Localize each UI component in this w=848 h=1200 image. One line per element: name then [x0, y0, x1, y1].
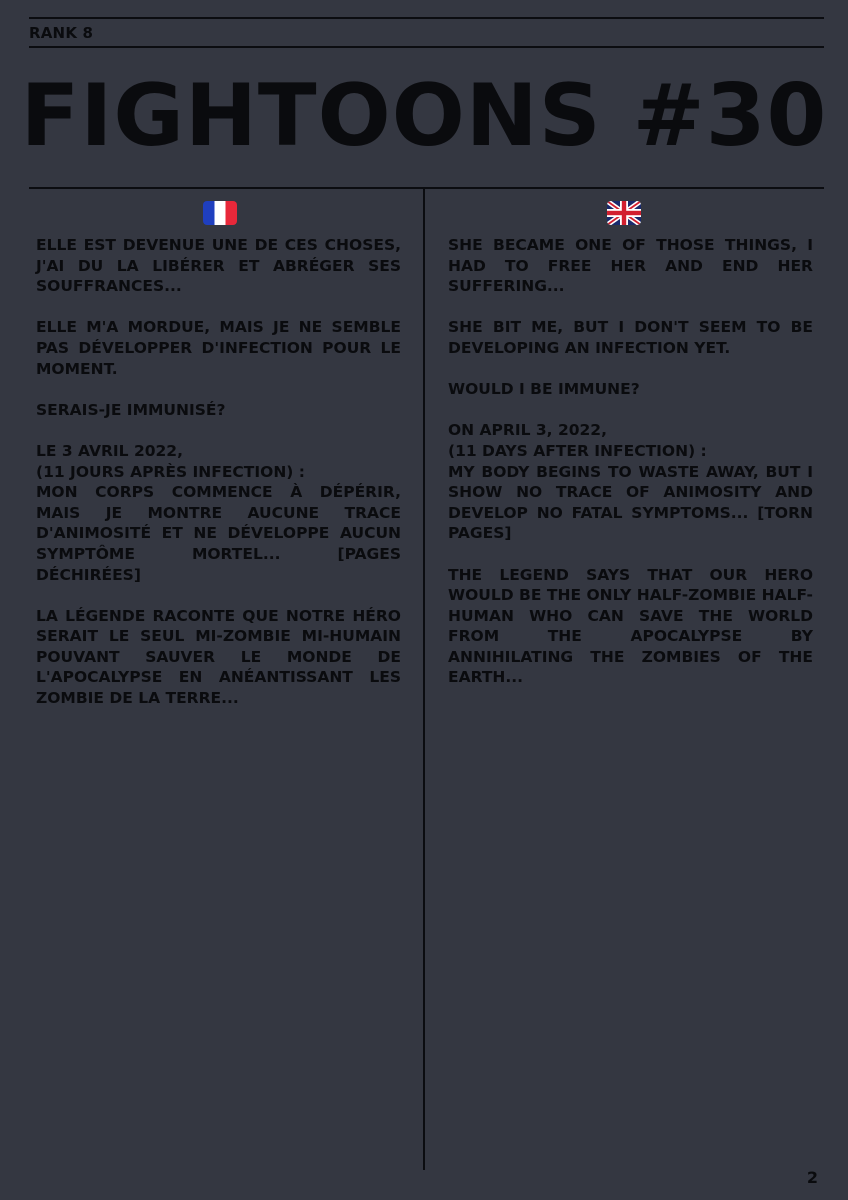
en-paragraph-6: THE LEGEND SAYS THAT OUR HERO WOULD BE THE ONLY HALF-ZOMBIE HALF-HUMAN WHO CAN SAVE THE WORLD FROM THE APOCALYPSE BY ANNIHILATING THE ZOMBIES OF THE EARTH... — [448, 565, 813, 687]
en-paragraph-2: SHE BIT ME, BUT I DON'T SEEM TO BE DEVELOPING AN INFECTION YET. — [448, 318, 813, 357]
page-number: 2 — [806, 1168, 818, 1187]
fr-paragraph-6: LA LÉGENDE RACONTE QUE NOTRE HÉRO SERAIT LE SEUL MI-ZOMBIE MI-HUMAIN POUVANT SAUVER LE MONDE DE L'APOCALYPSE EN ANÉANTISSANT LES ZOMBIE DE LA TERRE... — [36, 606, 401, 708]
uk-flag-icon — [607, 201, 641, 225]
top-rule — [29, 17, 824, 19]
en-paragraph-5: MY BODY BEGINS TO WASTE AWAY, BUT I SHOW NO TRACE OF ANIMOSITY AND DEVELOP NO FATAL SYMPTOMS... [TORN PAGES] — [448, 462, 813, 543]
header-rule — [29, 46, 824, 48]
fr-paragraph-1: ELLE EST DEVENUE UNE DE CES CHOSES, J'AI DU LA LIBÉRER ET ABRÉGER SES SOUFFRANCES... — [36, 236, 401, 296]
rank-label: RANK 8 — [29, 24, 94, 42]
en-days-after-line: (11 DAYS AFTER INFECTION) : — [448, 441, 707, 460]
fr-days-after-line: (11 JOURS APRÈS INFECTION) : — [36, 462, 305, 481]
fr-paragraph-3: SERAIS-JE IMMUNISÉ? — [36, 400, 226, 419]
en-date-line: ON APRIL 3, 2022, — [448, 421, 607, 440]
fr-paragraph-2: ELLE M'A MORDUE, MAIS JE NE SEMBLE PAS DÉVELOPPER D'INFECTION POUR LE MOMENT. — [36, 318, 401, 378]
column-divider — [423, 189, 425, 1170]
france-flag-icon — [203, 201, 237, 225]
en-paragraph-1: SHE BECAME ONE OF THOSE THINGS, I HAD TO FREE HER AND END HER SUFFERING... — [448, 236, 813, 296]
page-title: FIGHTOONS #30 — [20, 66, 828, 166]
fr-date-line: LE 3 AVRIL 2022, — [36, 441, 183, 460]
english-column — [448, 235, 813, 709]
en-paragraph-3: WOULD I BE IMMUNE? — [448, 380, 640, 399]
fr-paragraph-5: MON CORPS COMMENCE À DÉPÉRIR, MAIS JE MONTRE AUCUNE TRACE D'ANIMOSITÉ ET NE DÉVELOPPE AUCUN SYMPTÔME MORTEL... [PAGES DÉCHIRÉES] — [36, 483, 401, 584]
french-column — [36, 235, 401, 729]
title-rule — [29, 187, 824, 189]
